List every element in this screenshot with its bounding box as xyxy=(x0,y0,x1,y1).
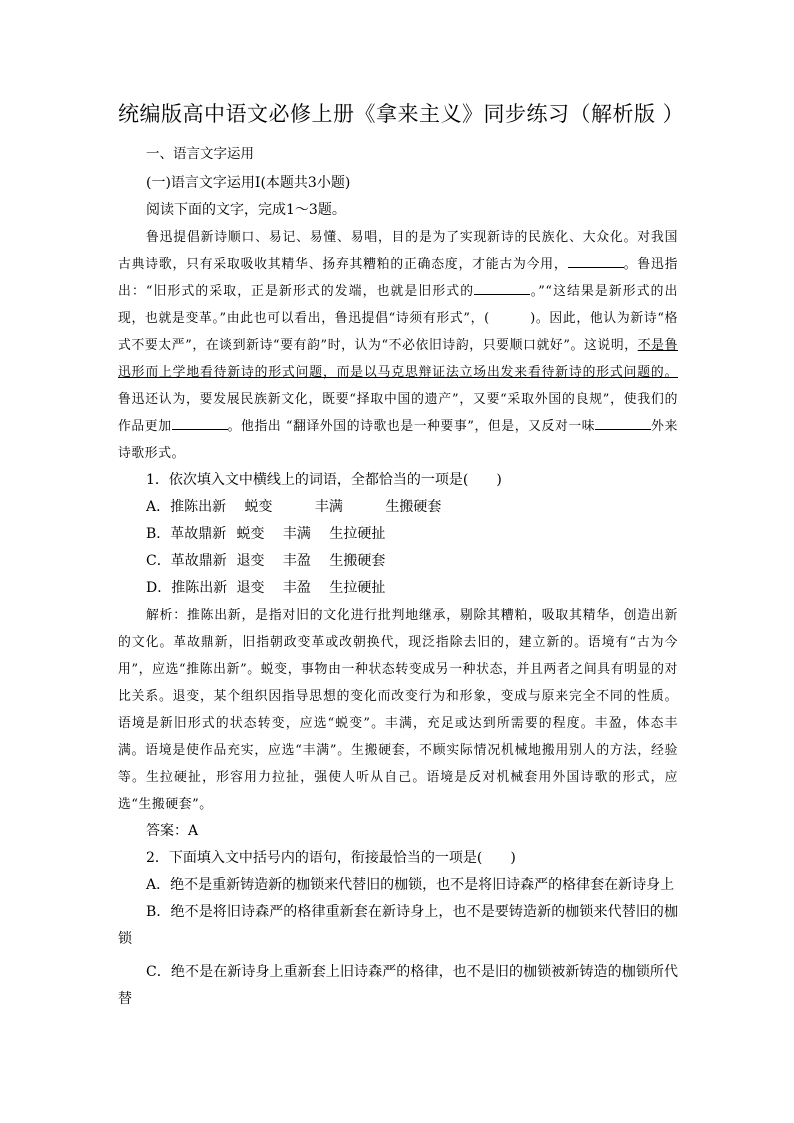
option-text: 丰满 xyxy=(282,526,311,542)
option-b: B．绝不是将旧诗森严的格律重新套在新诗身上，也不是要铸造新的枷锁来代替旧的枷锁 xyxy=(118,904,678,947)
section-heading: 一、语言文字运用 xyxy=(146,146,254,162)
passage-text: 外来诗歌形式。 xyxy=(118,419,678,461)
option-text: B．革故鼎新 xyxy=(146,526,227,542)
question-1-stem: 1．依次填入文中横线上的词语，全都恰当的一项是( ) xyxy=(146,472,502,488)
option-text: C．革故鼎新 xyxy=(146,553,227,569)
blank-3 xyxy=(172,415,228,430)
option-text: D．推陈出新 xyxy=(146,580,228,596)
option-text: 退变 xyxy=(236,580,265,596)
passage-text: 。他指出 “翻译外国的诗歌也是一种要事”，但是，又反对一味 xyxy=(227,419,596,434)
option-b xyxy=(118,521,678,548)
option-text: 生拉硬扯 xyxy=(329,526,386,542)
question-2-stem: 2．下面填入文中括号内的语句，衔接最恰当的一项是( ) xyxy=(146,850,516,866)
option-c: C．绝不是在新诗身上重新套上旧诗森严的格律，也不是旧的枷锁被新铸造的枷锁所代替 xyxy=(118,964,678,1007)
option-text: 退变 xyxy=(236,553,265,569)
passage-text: 鲁迅还认为，要发展民族新文化，既要“择取中国的遗产”，又要“采取外国的良规”，使我们的作品更加 xyxy=(118,392,678,434)
option-text: 生搬硬套 xyxy=(385,499,442,515)
subsection-heading: (一)语言文字运用Ⅰ(本题共3小题) xyxy=(146,175,351,191)
option-text: A．推陈出新 xyxy=(146,499,227,515)
option-text: 丰盈 xyxy=(282,580,311,596)
option-c xyxy=(118,548,678,575)
blank-4 xyxy=(595,415,651,430)
answer-line: 答案：A xyxy=(146,823,199,839)
document-title: 统编版高中语文必修上册《拿来主义》同步练习（解析版 ） xyxy=(118,102,685,126)
option-a: A．绝不是重新铸造新的枷锁来代替旧的枷锁，也不是将旧诗森严的格律套在新诗身上 xyxy=(146,877,675,893)
analysis-block xyxy=(118,602,678,818)
reading-instruction: 阅读下面的文字，完成1～3题。 xyxy=(146,202,346,218)
underlined-sentence: 不是鲁迅形而上学地看待新诗的形式问题，而是以马克思辩证法立场出发来看待新诗的形式问题的。 xyxy=(118,338,678,380)
option-text: 蜕变 xyxy=(236,526,265,542)
passage-text: 。”“这结果是新形式的出现，也就是变革。”由此也可以看出，鲁迅提倡“诗须有形式”，( )。因此，他认为新诗“格式不要太严”，在谈到新诗“要有韵”时，认为“不必依旧诗韵，只要顺口就好”。这说明， xyxy=(118,284,678,353)
option-text: 丰满 xyxy=(314,499,343,515)
analysis-text: 解析：推陈出新，是指对旧的文化进行批判地继承，剔除其糟粕，吸取其精华，创造出新的文化。革故鼎新，旧指朝政变革或改朝换代，现泛指除去旧的，建立新的。语境有“古为今用”，应选“推陈出新”。蜕变，事物由一种状态转变成另一种状态，并且两者之间具有明显的对比关系。退变，某个组织因指导思想的变化而改变行为和形象，变成与原来完全不同的性质。语境是新旧形式的状态转变，应选“蜕变”。丰满，充足或达到所需要的程度。丰盈，体态丰满。语境是使作品充实，应选“丰满”。生搬硬套，不顾实际情况机械地搬用别人的方法，经验等。生拉硬扯，形容用力拉扯，强使人听从自己。语境是反对机械套用外国诗歌的形式，应选“生搬硬套”。 xyxy=(118,608,678,812)
blank-2 xyxy=(474,280,530,295)
option-text: 生搬硬套 xyxy=(329,553,386,569)
option-text: 丰盈 xyxy=(282,553,311,569)
document-page xyxy=(118,98,685,1013)
blank-1 xyxy=(568,253,624,268)
option-text: 蜕变 xyxy=(244,499,273,515)
option-a xyxy=(118,494,678,521)
passage-text: 鲁迅提倡新诗顺口、易记、易懂、易唱，目的是为了实现新诗的民族化、大众化。对我国古典诗歌，只有采取吸收其精华、扬弃其糟粕的正确态度，才能古为今用， xyxy=(118,230,678,272)
option-text: 生拉硬扯 xyxy=(329,580,386,596)
option-d xyxy=(118,575,678,602)
passage-text: 。鲁迅指出：“旧形式的采取，正是新形式的发端，也就是旧形式的 xyxy=(118,257,678,299)
reading-passage xyxy=(118,224,678,467)
